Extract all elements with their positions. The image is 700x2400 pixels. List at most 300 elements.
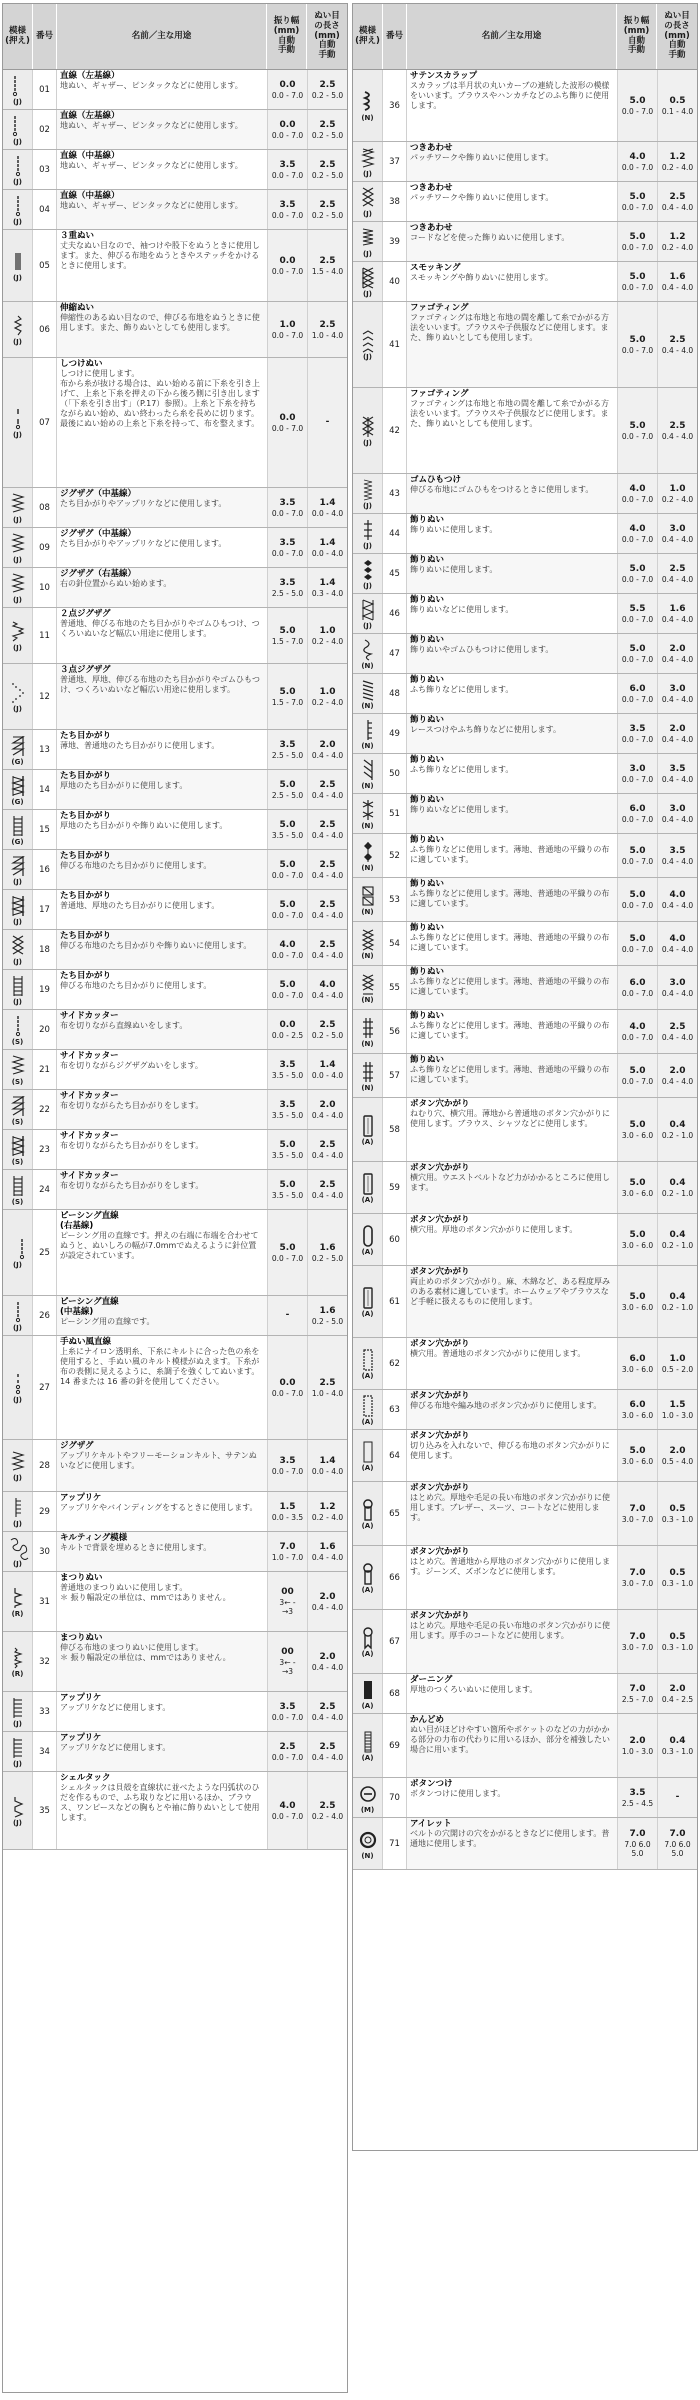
stitch-usage: 横穴用。厚地のボタン穴かがりに使用します。 [410, 1225, 578, 1234]
length-auto: 2.0 [669, 1065, 686, 1076]
length-range: 0.4 - 4.0 [661, 614, 694, 624]
pattern-cell [3, 1050, 33, 1089]
stitch-length [307, 1130, 347, 1169]
length-auto: 3.0 [669, 803, 686, 814]
stitch-usage: ふち飾りなどに使用します。薄地、普通地の平織りの布に適しています。 [410, 889, 610, 908]
width-auto: 3.5 [279, 497, 296, 508]
presser-foot-label: (N) [361, 1083, 374, 1092]
table-header [353, 4, 697, 70]
stitch-number: 42 [383, 388, 407, 473]
pattern-cell [3, 568, 33, 607]
pattern-cell [3, 1772, 33, 1849]
stitch-number: 13 [33, 730, 57, 769]
stitch-usage: 両止めのボタン穴かがり。麻、木綿など、ある程度厚みのある素材に適しています。ホームウェアやブラウスなど手軽に扱えるものに使用します。 [410, 1277, 610, 1306]
stitch-number: 05 [33, 230, 57, 301]
width-range: 0.0 - 7.0 [621, 654, 654, 664]
length-auto: 0.4 [669, 1291, 686, 1302]
stitch-number: 26 [33, 1296, 57, 1335]
stitch-length [307, 1632, 347, 1691]
stitch-description [57, 730, 267, 769]
width-auto: 5.0 [279, 899, 296, 910]
stitch-straightC-icon [7, 194, 29, 218]
stitch-usage: ふち飾りなどに使用します。薄地、普通地の平織りの布に適しています。 [410, 933, 610, 952]
stitch-straightC-icon [7, 1300, 29, 1324]
stitch-length [657, 1482, 697, 1545]
pattern-cell [353, 966, 383, 1009]
stitch-name: かんどめ [410, 1715, 445, 1725]
presser-foot-label: (J) [12, 430, 22, 439]
stitch-name: アップリケ [60, 1733, 102, 1743]
stitch-name: ボタン穴かがり [410, 1391, 470, 1401]
stitch-number: 50 [383, 754, 407, 793]
stitch-length [307, 608, 347, 663]
stitch-length [307, 1090, 347, 1129]
stitch-usage: はとめ穴。厚地や毛足の長い布地のボタン穴かがりに使用します。厚手のコートなどに使用します。 [410, 1621, 610, 1640]
stitch-width [267, 1772, 307, 1849]
length-range: 0.4 - 4.0 [661, 988, 694, 998]
stitch-usage: 飾りぬいなどに使用します。 [410, 605, 514, 614]
length-auto: 1.2 [319, 1501, 336, 1512]
length-range: 0.0 - 4.0 [311, 548, 344, 558]
presser-foot-label: (N) [361, 661, 374, 670]
table-row [3, 1572, 347, 1632]
stitch-usage: ファゴティングは布地と布地の間を離して糸でかがる方法をいいます。ブラウスや子供服などに使用します。また、飾りぬいとしても使用します。 [410, 313, 610, 342]
stitch-width [617, 878, 657, 921]
stitch-keyhole-icon [357, 1562, 379, 1586]
stitch-usage: ファゴティングは布地と布地の間を離して糸でかがる方法をいいます。ブラウスや子供服などに使用します。また、飾りぬいとしても使用します。 [410, 399, 610, 428]
stitch-description [407, 554, 617, 593]
table-row [353, 388, 697, 474]
width-range: 0.0 - 7.0 [271, 1466, 304, 1476]
length-auto: 1.4 [319, 1059, 336, 1070]
length-range: 0.3 - 1.0 [661, 1578, 694, 1588]
pattern-cell [353, 714, 383, 753]
table-row [353, 222, 697, 262]
length-range: 0.4 - 4.0 [661, 944, 694, 954]
stitch-width [617, 922, 657, 965]
stitch-usage: 地ぬい、ギャザー、ピンタックなどに使用します。 [60, 201, 243, 210]
length-range: 1.0 - 4.0 [311, 1388, 344, 1398]
stitch-name: 飾りぬい [410, 923, 445, 933]
width-range: 2.5 - 4.5 [621, 1798, 654, 1808]
stitch-length [657, 674, 697, 713]
table-row [3, 810, 347, 850]
stitch-width [267, 1130, 307, 1169]
stitch-name: 飾りぬい [410, 1011, 445, 1021]
pattern-cell [353, 1214, 383, 1265]
width-range: 0.0 - 7.0 [271, 423, 304, 433]
stitch-length [307, 970, 347, 1009]
table-row [3, 930, 347, 970]
length-range: 0.2 - 4.0 [311, 1811, 344, 1821]
stitch-deco1-icon [357, 518, 379, 542]
length-auto: 1.0 [669, 483, 686, 494]
stitch-usage: 切り込みを入れないで、伸びる布地のボタン穴かがりに使用します。 [410, 1441, 610, 1460]
table-row [353, 1714, 697, 1778]
stitch-number: 30 [33, 1532, 57, 1571]
width-range: 1.5 - 7.0 [271, 697, 304, 707]
stitch-width [267, 1692, 307, 1731]
stitch-width [617, 1674, 657, 1713]
length-range: 0.3 - 1.0 [661, 1746, 694, 1756]
width-range: 0.0 - 7.0 [621, 282, 654, 292]
presser-foot-label: (N) [361, 701, 374, 710]
table-row [353, 1674, 697, 1714]
length-range: 1.5 - 4.0 [311, 266, 344, 276]
presser-foot-label: (J) [12, 917, 22, 926]
width-auto: 5.0 [279, 779, 296, 790]
length-range: 0.2 - 1.0 [661, 1302, 694, 1312]
pattern-cell [3, 730, 33, 769]
stitch-width [267, 1170, 307, 1209]
stitch-width [267, 1336, 307, 1439]
stitch-triple-icon [7, 250, 29, 274]
pattern-cell [3, 230, 33, 301]
stitch-name: たち目かがり [60, 851, 112, 861]
stitch-name: スモッキング [410, 263, 461, 273]
stitch-number: 04 [33, 190, 57, 229]
width-auto: 6.0 [629, 977, 646, 988]
pattern-cell [3, 302, 33, 357]
width-range: 0.0 - 7.0 [621, 856, 654, 866]
table-row [3, 1010, 347, 1050]
stitch-name: キルティング模様 [60, 1533, 128, 1543]
header-length: ぬい目 の長さ (mm) 自動 手動 [664, 11, 690, 61]
stitch-name: 飾りぬい [410, 635, 445, 645]
stitch-name: ボタン穴かがり [410, 1215, 470, 1225]
length-auto: 2.5 [319, 819, 336, 830]
width-auto: 5.0 [629, 1291, 646, 1302]
table-row [3, 150, 347, 190]
stitch-usage: コードなどを使った飾りぬいに使用します。 [410, 233, 570, 242]
length-range: 0.4 - 4.0 [311, 1662, 344, 1672]
width-range: 1.5 - 7.0 [271, 636, 304, 646]
presser-foot-label: (A) [361, 1137, 374, 1146]
stitch-description [407, 714, 617, 753]
stitch-width [267, 230, 307, 301]
length-auto: 3.0 [669, 683, 686, 694]
width-range: 3.5 - 5.0 [271, 830, 304, 840]
table-row [353, 1338, 697, 1390]
length-auto: 2.5 [319, 79, 336, 90]
width-auto: 5.0 [629, 420, 646, 431]
table-row [3, 110, 347, 150]
width-auto: 5.0 [629, 1119, 646, 1130]
stitch-width [267, 110, 307, 149]
header-width: 振り幅 (mm) 自動 手動 [617, 4, 657, 69]
width-range: 0.0 - 7.0 [621, 534, 654, 544]
stitch-number: 66 [383, 1546, 407, 1609]
table-row [3, 1210, 347, 1296]
stitch-usage: パッチワークや飾りぬいに使用します。 [410, 193, 554, 202]
stitch-name: ファゴティング [410, 389, 469, 399]
width-range: 0.0 - 7.0 [271, 870, 304, 880]
width-range: 2.5 - 7.0 [621, 1694, 654, 1704]
table-row [3, 1170, 347, 1210]
stitch-description [407, 878, 617, 921]
stitch-name: ピーシング直線 (右基線) [60, 1211, 119, 1231]
length-auto: 3.0 [669, 977, 686, 988]
presser-foot-label: (J) [12, 1759, 22, 1768]
width-auto: 5.0 [629, 231, 646, 242]
length-auto: - [325, 417, 330, 427]
stitch-description [57, 1336, 267, 1439]
stitch-length [657, 966, 697, 1009]
length-auto: 0.4 [669, 1119, 686, 1130]
stitch-bh2-icon [357, 1224, 379, 1248]
pattern-cell [3, 890, 33, 929]
stitch-width [617, 1390, 657, 1429]
width-auto: 3.5 [279, 1455, 296, 1466]
pattern-cell [3, 110, 33, 149]
stitch-bh3-icon [357, 1348, 379, 1372]
stitch-basting-icon [7, 407, 29, 431]
stitch-usage: 伸縮性のあるぬい目なので、伸びる布地をぬうときに使用します。また、飾りぬいとしても使用します。 [60, 313, 260, 332]
width-range: 0.0 - 7.0 [271, 210, 304, 220]
stitch-length [657, 1714, 697, 1777]
stitch-width [267, 810, 307, 849]
presser-foot-label: (N) [361, 781, 374, 790]
presser-foot-label: (J) [12, 273, 22, 282]
stitch-usage: 厚地のたち目かがりや飾りぬいに使用します。 [60, 821, 228, 830]
width-range: 3.5 - 5.0 [271, 1070, 304, 1080]
stitch-name: アップリケ [60, 1493, 102, 1503]
stitch-usage: 厚地のつくろいぬいに使用します。 [410, 1685, 538, 1694]
stitch-description [407, 1010, 617, 1053]
pattern-cell [3, 528, 33, 567]
pattern-cell [353, 388, 383, 473]
stitch-length [307, 230, 347, 301]
stitch-deco12-icon [357, 972, 379, 996]
width-auto: 7.0 [629, 1683, 646, 1694]
stitch-name: しつけぬい [60, 359, 103, 369]
length-range: 0.0 - 4.0 [311, 508, 344, 518]
length-auto: 1.6 [319, 1541, 336, 1552]
length-range: 0.4 - 4.0 [661, 1032, 694, 1042]
stitch-length [307, 1572, 347, 1631]
width-auto: 5.0 [279, 625, 296, 636]
length-auto: 2.5 [319, 1019, 336, 1030]
stitch-width [617, 70, 657, 141]
stitch-number: 67 [383, 1610, 407, 1673]
stitch-length [657, 1098, 697, 1161]
length-auto: 1.6 [319, 1242, 336, 1253]
stitch-bh-icon [357, 1286, 379, 1310]
length-range: 0.4 - 4.0 [311, 1190, 344, 1200]
width-auto: 6.0 [629, 803, 646, 814]
length-range: 0.4 - 4.0 [661, 856, 694, 866]
stitch-name: ジグザグ（右基線） [60, 569, 136, 579]
length-range: 0.4 - 4.0 [311, 950, 344, 960]
width-auto: 6.0 [629, 1353, 646, 1364]
length-auto: 0.4 [669, 1735, 686, 1746]
pattern-cell [353, 1610, 383, 1673]
presser-foot-label: (S) [11, 1117, 24, 1126]
width-auto: 4.0 [629, 483, 646, 494]
stitch-description [57, 850, 267, 889]
header-pattern: 模様 (押え) [3, 4, 33, 69]
presser-foot-label: (G) [11, 837, 24, 846]
stitch-length [307, 150, 347, 189]
stitch-usage: アップリケなどに使用します。 [60, 1703, 171, 1712]
stitch-number: 36 [383, 70, 407, 141]
stitch-bartack-icon [357, 1730, 379, 1754]
stitch-name: ボタン穴かがり [410, 1267, 470, 1277]
stitch-name: ボタン穴かがり [410, 1483, 470, 1493]
presser-foot-label: (N) [361, 907, 374, 916]
length-range: 0.3 - 4.0 [311, 588, 344, 598]
presser-foot-label: (J) [12, 97, 22, 106]
stitch-width [617, 1214, 657, 1265]
stitch-length [657, 754, 697, 793]
width-range: 3← - →3 [279, 1598, 296, 1616]
stitch-width [267, 1010, 307, 1049]
length-auto: 1.4 [319, 497, 336, 508]
width-auto: 4.0 [279, 939, 296, 950]
table-row [3, 1090, 347, 1130]
stitch-description [57, 528, 267, 567]
stitch-length [657, 1546, 697, 1609]
width-auto: 5.0 [629, 1177, 646, 1188]
length-auto: 2.0 [669, 1683, 686, 1694]
stitch-keyhole-icon [357, 1498, 379, 1522]
stitch-number: 29 [33, 1492, 57, 1531]
table-row [353, 474, 697, 514]
width-range: 2.5 - 5.0 [271, 588, 304, 598]
table-row [353, 1266, 697, 1338]
stitch-length [657, 794, 697, 833]
width-range: 1.0 - 7.0 [271, 1552, 304, 1562]
stitch-description [407, 1266, 617, 1337]
stitch-usage: 飾りぬいに使用します。 [410, 565, 498, 574]
width-auto: 00 [281, 1587, 294, 1597]
stitch-ladder-icon [7, 1174, 29, 1198]
stitch-number: 16 [33, 850, 57, 889]
table-row [3, 1772, 347, 1850]
width-auto: 5.0 [279, 1179, 296, 1190]
length-auto: 2.5 [319, 899, 336, 910]
table-header [3, 4, 347, 70]
pattern-cell [353, 302, 383, 387]
pattern-cell [353, 1390, 383, 1429]
presser-foot-label: (J) [362, 541, 372, 550]
stitch-zigzag-icon [7, 1450, 29, 1474]
stitch-deco4-icon [357, 638, 379, 662]
stitch-length [307, 1532, 347, 1571]
stitch-width [267, 890, 307, 929]
stitch-length [657, 142, 697, 181]
stitch-width [617, 1818, 657, 1869]
length-auto: 2.0 [319, 1651, 336, 1662]
presser-foot-label: (J) [362, 621, 372, 630]
stitch-description [407, 262, 617, 301]
stitch-description [57, 970, 267, 1009]
width-range: 0.0 - 7.0 [621, 1032, 654, 1042]
stitch-length [657, 1054, 697, 1097]
stitch-name: 飾りぬい [410, 879, 445, 889]
stitch-name: サイドカッター [60, 1011, 119, 1021]
length-auto: - [675, 1792, 680, 1802]
stitch-name: たち目かがり [60, 971, 112, 981]
stitch-width [617, 1482, 657, 1545]
width-range: 3.5 - 5.0 [271, 1190, 304, 1200]
stitch-description [407, 388, 617, 473]
pattern-cell [353, 1482, 383, 1545]
pattern-cell [353, 262, 383, 301]
stitch-description [57, 1440, 267, 1491]
width-auto: 5.0 [629, 889, 646, 900]
stitch-over-icon [7, 1094, 29, 1118]
length-auto: 2.0 [319, 739, 336, 750]
stitch-number: 27 [33, 1336, 57, 1439]
stitch-name: ボタン穴かがり [410, 1163, 470, 1173]
presser-foot-label: (A) [361, 1371, 374, 1380]
stitch-width [617, 754, 657, 793]
stitch-shell-icon [7, 1795, 29, 1819]
table-row [3, 528, 347, 568]
stitch-number: 10 [33, 568, 57, 607]
pattern-cell [353, 754, 383, 793]
stitch-usage: スモッキングや飾りぬいに使用します。 [410, 273, 553, 282]
stitch-straightC-icon [7, 154, 29, 178]
pattern-cell [3, 1336, 33, 1439]
stitch-width [617, 142, 657, 181]
width-auto: 5.0 [279, 859, 296, 870]
stitch-deco3-icon [357, 598, 379, 622]
stitch-width [617, 182, 657, 221]
pattern-cell [3, 358, 33, 487]
stitch-name: シェルタック [60, 1773, 111, 1783]
stitch-length [657, 922, 697, 965]
stitch-zigzag-icon [7, 532, 29, 556]
stitch-length [657, 1430, 697, 1481]
table-row [353, 1546, 697, 1610]
stitch-width [617, 1010, 657, 1053]
length-range: 0.4 - 4.0 [661, 534, 694, 544]
stitch-usage: はとめ穴。普通地から厚地のボタン穴かがりに使用します。ジーンズ、ズボンなどに使用します。 [410, 1557, 610, 1576]
stitch-width [617, 1430, 657, 1481]
stitch-description [407, 222, 617, 261]
stitch-length [657, 388, 697, 473]
length-auto: 0.4 [669, 1229, 686, 1240]
stitch-usage: 伸びる布地のまつりぬいに使用します。 ＊ 振り幅設定の単位は、mmではありません。 [60, 1643, 231, 1662]
pattern-cell [353, 1162, 383, 1213]
stitch-width [267, 930, 307, 969]
length-range: 0.4 - 4.0 [311, 790, 344, 800]
length-range: 1.0 - 4.0 [311, 330, 344, 340]
stitch-number: 19 [33, 970, 57, 1009]
stitch-usage: 布を切りながらたち目かがりをします。 [60, 1101, 204, 1110]
stitch-length [657, 1010, 697, 1053]
stitch-number: 17 [33, 890, 57, 929]
presser-foot-label: (S) [11, 1077, 24, 1086]
presser-foot-label: (J) [12, 643, 22, 652]
presser-foot-label: (J) [12, 1260, 22, 1269]
length-auto: 2.5 [319, 1701, 336, 1712]
stitch-deco7-icon [357, 758, 379, 782]
presser-foot-label: (R) [11, 1669, 24, 1678]
stitch-name: まつりぬい [60, 1573, 103, 1583]
header-length: ぬい目 の長さ (mm) 自動 手動 [314, 11, 340, 61]
stitch-name: ジグザグ [60, 1441, 94, 1451]
stitch-length [657, 514, 697, 553]
length-range: 0.4 - 4.0 [661, 654, 694, 664]
stitch-length [307, 1692, 347, 1731]
stitch-description [407, 922, 617, 965]
stitch-width [617, 1546, 657, 1609]
stitch-description [57, 358, 267, 487]
width-auto: 5.0 [629, 643, 646, 654]
